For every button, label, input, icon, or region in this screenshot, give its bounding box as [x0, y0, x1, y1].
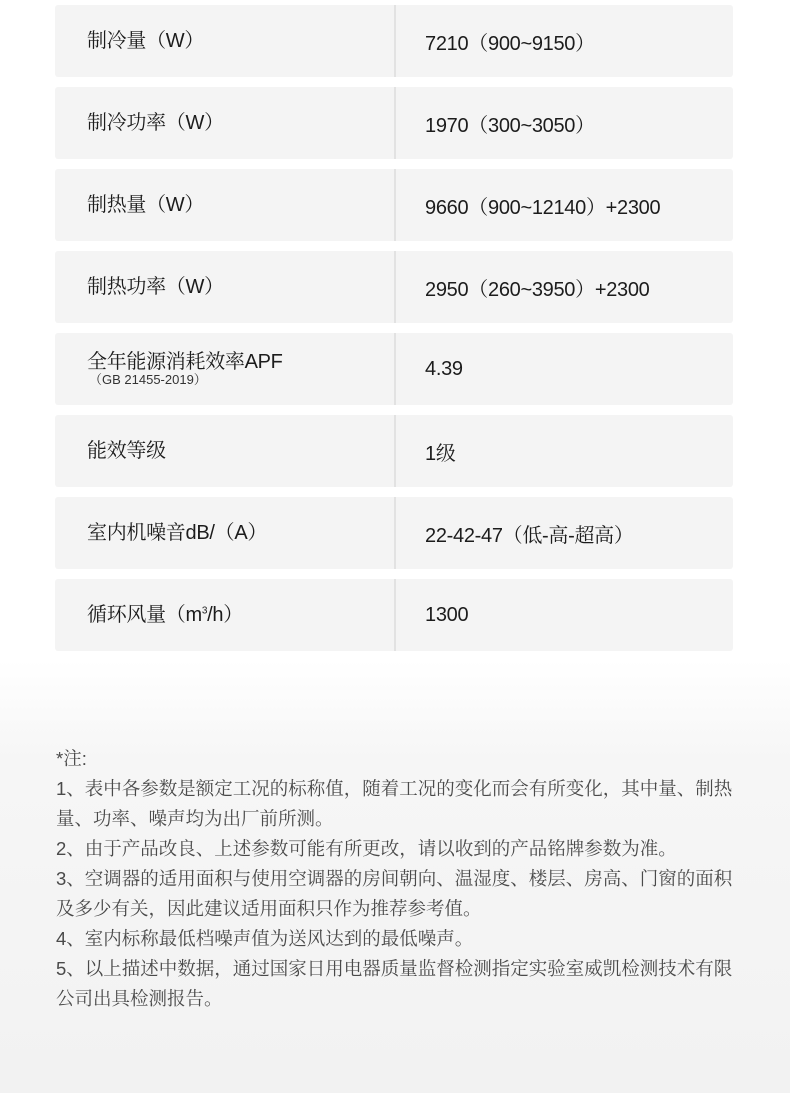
spec-value: 4.39 — [425, 357, 463, 380]
spec-value: 1300 — [425, 603, 469, 626]
spec-label-text: 能效等级 — [87, 440, 166, 462]
spec-row-efficiency-grade — [55, 415, 733, 487]
note-line: 4、室内标称最低档噪声值为送风达到的最低噪声。 — [56, 928, 474, 949]
spec-label-standard: （GB 21455-2019） — [89, 372, 207, 387]
spec-label-text — [87, 604, 394, 626]
spec-value: 2950（260~3950）+2300 — [425, 278, 650, 301]
spec-value: 22-42-47（低-高-超高） — [425, 524, 634, 547]
spec-row-cooling-capacity — [55, 5, 733, 77]
unit-superscript: 3 — [201, 605, 208, 617]
spec-label — [55, 333, 394, 405]
spec-label-text: 制冷功率（W） — [87, 112, 224, 134]
spec-label-text: 室内机噪音dB/（A） — [87, 522, 268, 544]
spec-label-text: 制热量（W） — [87, 194, 205, 216]
spec-label — [55, 497, 394, 569]
spec-value: 1970（300~3050） — [425, 114, 595, 137]
spec-value: 7210（900~9150） — [425, 32, 595, 55]
spec-label — [55, 169, 394, 241]
spec-label — [55, 251, 394, 323]
spec-label — [55, 415, 394, 487]
spec-row-heating-capacity — [55, 169, 733, 241]
spec-label-prefix: 循环风量（m — [87, 604, 202, 626]
spec-label-suffix: /h） — [207, 604, 243, 626]
spec-row-cooling-power — [55, 87, 733, 159]
spec-label — [55, 5, 394, 77]
spec-label-text: 制冷量（W） — [87, 30, 205, 52]
spec-label — [55, 579, 394, 651]
notes-title: *注: — [56, 748, 87, 769]
notes-section — [56, 744, 736, 1014]
note-line: 5、以上描述中数据，通过国家日用电器质量监督检测指定实验室威凯检测技术有限公司出具检测报告。 — [56, 958, 733, 1009]
note-line: 3、空调器的适用面积与使用空调器的房间朝向、温湿度、楼层、房高、门窗的面积及多少有关，因此建议适用面积只作为推荐参考值。 — [56, 868, 733, 919]
spec-row-apf — [55, 333, 733, 405]
spec-row-airflow — [55, 579, 733, 651]
spec-label-text: 全年能源消耗效率APF — [87, 351, 283, 373]
spec-value: 9660（900~12140）+2300 — [425, 196, 661, 219]
spec-table — [55, 5, 733, 661]
spec-label-text: 制热功率（W） — [87, 276, 224, 298]
note-line: 2、由于产品改良、上述参数可能有所更改，请以收到的产品铭牌参数为准。 — [56, 838, 677, 859]
spec-row-heating-power — [55, 251, 733, 323]
spec-label — [55, 87, 394, 159]
spec-row-indoor-noise — [55, 497, 733, 569]
spec-value: 1级 — [425, 442, 456, 465]
note-line: 1、表中各参数是额定工况的标称值，随着工况的变化而会有所变化，其中量、制热量、功率、噪声均为出厂前所测。 — [56, 778, 733, 829]
